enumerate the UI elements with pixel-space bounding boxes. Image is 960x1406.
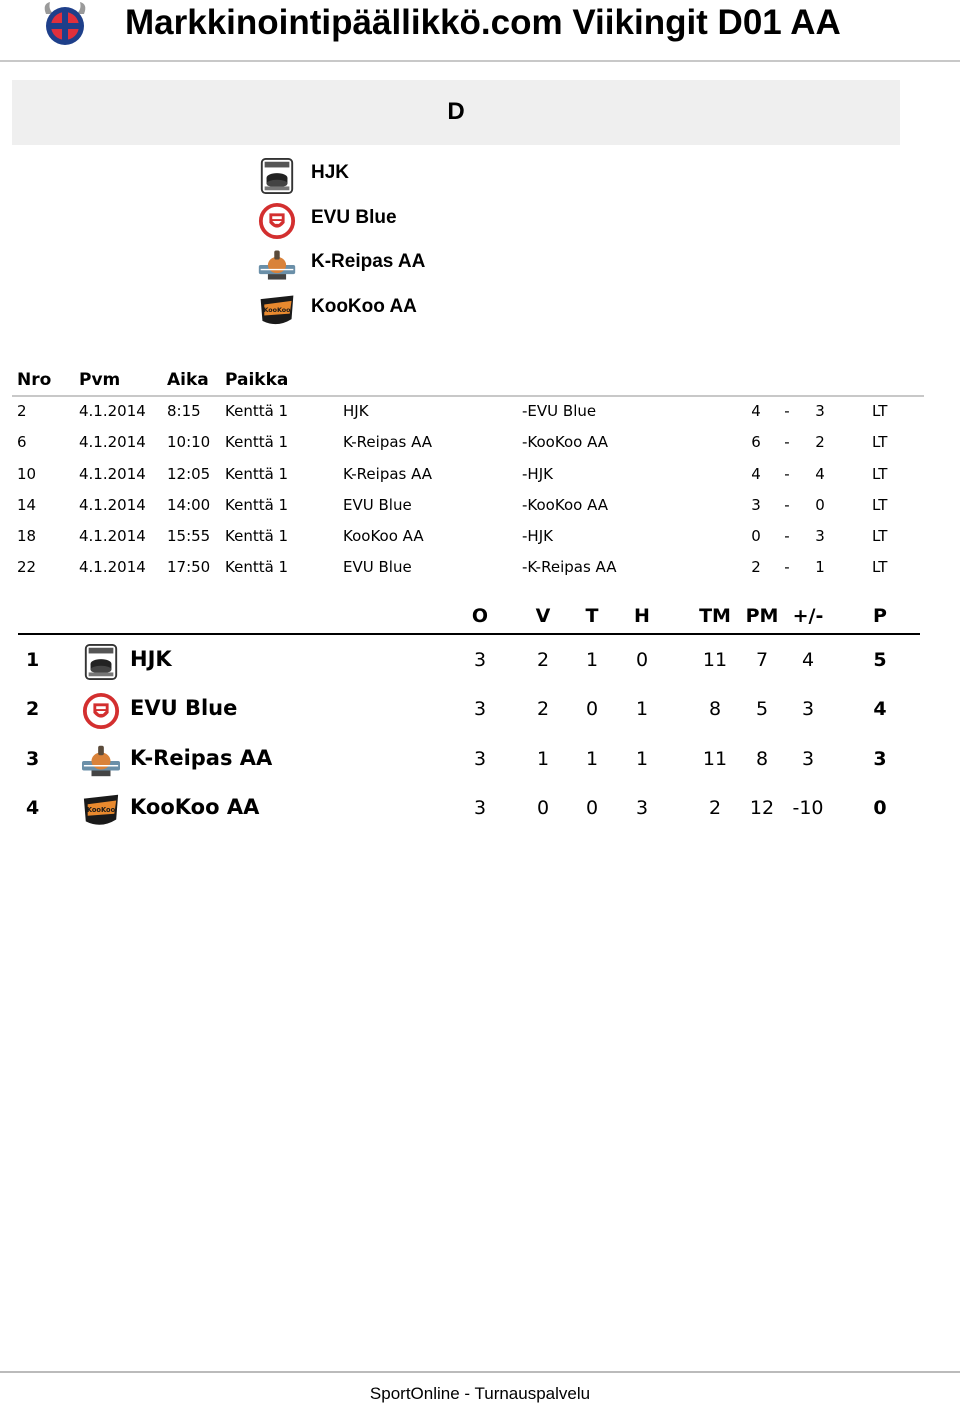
header-diff: +/- — [792, 605, 824, 627]
wins: 2 — [536, 698, 550, 721]
game-type: LT — [872, 558, 888, 577]
wins: 0 — [536, 796, 550, 819]
away-score: 1 — [815, 558, 825, 577]
game-type: LT — [872, 402, 888, 420]
losses: 1 — [635, 698, 649, 721]
away-score: 0 — [815, 495, 825, 514]
game-time: 8:15 — [167, 402, 201, 420]
home-team: HJK — [343, 402, 369, 420]
page-title: Markkinointipäällikkö.com Viikingit D01 AA — [125, 3, 841, 42]
game-number: 18 — [17, 527, 37, 546]
team-name: K-Reipas AA — [311, 251, 426, 272]
games-played: 3 — [473, 796, 487, 819]
score-separator: - — [784, 464, 790, 483]
standing-team-name: KooKoo AA — [130, 794, 260, 819]
home-score: 4 — [751, 402, 761, 420]
header-pvm: Pvm — [79, 370, 121, 390]
score-separator: - — [784, 527, 790, 546]
team-name: KooKoo AA — [311, 295, 417, 317]
home-score: 4 — [751, 464, 761, 483]
home-team: K-Reipas AA — [343, 433, 433, 452]
wins: 2 — [536, 649, 550, 671]
game-date: 4.1.2014 — [79, 402, 146, 420]
team-list-item — [255, 241, 675, 286]
game-row — [12, 553, 924, 584]
game-type: LT — [872, 433, 888, 452]
score-separator: - — [784, 402, 790, 420]
goals-against: 8 — [755, 747, 769, 770]
kookoo-crest-icon — [80, 791, 122, 829]
home-score: 0 — [751, 527, 761, 546]
away-team: -EVU Blue — [522, 402, 597, 420]
game-number: 14 — [17, 495, 37, 514]
goal-difference: -10 — [792, 796, 824, 819]
game-type: LT — [872, 464, 888, 483]
away-score: 4 — [815, 464, 825, 483]
header-aika: Aika — [167, 370, 209, 390]
away-team: -K-Reipas AA — [522, 558, 617, 577]
game-number: 10 — [17, 464, 37, 483]
evu-crest-icon — [80, 692, 122, 730]
standing-row — [18, 783, 920, 832]
k-reipas-crest-icon — [80, 742, 122, 780]
standing-row — [18, 734, 920, 783]
game-time: 17:50 — [167, 558, 211, 577]
score-separator: - — [784, 433, 790, 452]
header-h: H — [634, 605, 650, 627]
game-field: Kenttä 1 — [225, 495, 289, 514]
standing-row — [18, 684, 920, 733]
game-time: 12:05 — [167, 464, 211, 483]
header-p: P — [873, 605, 887, 627]
losses: 1 — [635, 747, 649, 770]
game-field: Kenttä 1 — [225, 433, 289, 452]
draws: 0 — [585, 796, 599, 819]
goals-for: 11 — [702, 649, 728, 671]
points: 5 — [873, 649, 887, 671]
draws: 0 — [585, 698, 599, 721]
home-score: 2 — [751, 558, 761, 577]
game-row — [12, 460, 924, 491]
games-played: 3 — [473, 698, 487, 721]
game-time: 10:10 — [167, 433, 211, 452]
footer-text: SportOnline - Turnauspalvelu — [369, 1384, 591, 1403]
header-nro: Nro — [17, 370, 52, 390]
team-name: HJK — [311, 162, 350, 183]
game-row — [12, 397, 924, 428]
goals-for: 11 — [702, 747, 728, 770]
page-header — [0, 0, 960, 62]
wins: 1 — [536, 747, 550, 770]
game-row — [12, 491, 924, 522]
team-list-item — [255, 152, 675, 197]
games-played: 3 — [473, 747, 487, 770]
losses: 3 — [635, 796, 649, 819]
header-pm: PM — [745, 605, 779, 627]
game-date: 4.1.2014 — [79, 464, 146, 483]
draws: 1 — [585, 649, 599, 671]
home-team: EVU Blue — [343, 558, 412, 577]
game-field: Kenttä 1 — [225, 402, 289, 420]
points: 4 — [873, 698, 887, 721]
standing-team-name: EVU Blue — [130, 696, 238, 721]
standing-rank: 3 — [26, 747, 40, 770]
standing-rank: 1 — [26, 649, 40, 671]
evu-crest-icon — [257, 202, 297, 240]
game-row — [12, 428, 924, 459]
header-o: O — [471, 605, 489, 627]
goals-against: 7 — [755, 649, 769, 671]
game-type: LT — [872, 495, 888, 514]
team-list-item — [255, 286, 675, 331]
games-header-row — [12, 365, 924, 397]
goals-against: 12 — [749, 796, 775, 819]
goal-difference: 3 — [801, 747, 815, 770]
team-name: EVU Blue — [311, 206, 397, 228]
game-field: Kenttä 1 — [225, 558, 289, 577]
group-team-list — [255, 152, 675, 330]
viikingit-logo-icon — [40, 0, 90, 50]
away-team: -HJK — [522, 464, 553, 483]
game-number: 6 — [17, 433, 27, 452]
hjk-crest-icon — [80, 643, 122, 681]
away-team: -HJK — [522, 527, 553, 546]
game-time: 15:55 — [167, 527, 211, 546]
standing-row — [18, 635, 920, 684]
score-separator: - — [784, 495, 790, 514]
standing-rank: 4 — [26, 796, 40, 819]
standing-team-name: K-Reipas AA — [130, 745, 273, 770]
game-row — [12, 522, 924, 553]
standing-team-name: HJK — [130, 647, 172, 671]
group-name: D — [447, 98, 465, 125]
footer-divider — [0, 1371, 960, 1373]
game-field: Kenttä 1 — [225, 464, 289, 483]
standings-table — [18, 600, 920, 832]
games-table — [12, 365, 924, 585]
goals-for: 8 — [708, 698, 722, 721]
draws: 1 — [585, 747, 599, 770]
hjk-crest-icon — [257, 157, 297, 195]
goal-difference: 4 — [801, 649, 815, 671]
losses: 0 — [635, 649, 649, 671]
header-paikka: Paikka — [225, 370, 289, 390]
away-team: -KooKoo AA — [522, 495, 609, 514]
game-number: 2 — [17, 402, 27, 420]
score-separator: - — [784, 558, 790, 577]
team-list-item — [255, 197, 675, 242]
kookoo-crest-icon — [257, 291, 297, 329]
goal-difference: 3 — [801, 698, 815, 721]
home-team: EVU Blue — [343, 495, 412, 514]
standing-rank: 2 — [26, 698, 40, 721]
points: 0 — [873, 796, 887, 819]
away-score: 3 — [815, 402, 825, 420]
game-field: Kenttä 1 — [225, 527, 289, 546]
away-score: 2 — [815, 433, 825, 452]
game-time: 14:00 — [167, 495, 211, 514]
group-header — [12, 80, 900, 145]
game-date: 4.1.2014 — [79, 527, 146, 546]
home-score: 6 — [751, 433, 761, 452]
k-reipas-crest-icon — [257, 246, 297, 284]
standings-header-row — [18, 600, 920, 635]
home-team: KooKoo AA — [343, 527, 424, 546]
game-date: 4.1.2014 — [79, 433, 146, 452]
game-type: LT — [872, 527, 888, 546]
games-played: 3 — [473, 649, 487, 671]
away-score: 3 — [815, 527, 825, 546]
header-t: T — [585, 605, 599, 627]
away-team: -KooKoo AA — [522, 433, 609, 452]
home-team: K-Reipas AA — [343, 464, 433, 483]
game-date: 4.1.2014 — [79, 558, 146, 577]
game-date: 4.1.2014 — [79, 495, 146, 514]
points: 3 — [873, 747, 887, 770]
header-v: V — [535, 605, 551, 627]
game-number: 22 — [17, 558, 37, 577]
home-score: 3 — [751, 495, 761, 514]
header-tm: TM — [699, 605, 731, 627]
goals-for: 2 — [708, 796, 722, 819]
goals-against: 5 — [755, 698, 769, 721]
